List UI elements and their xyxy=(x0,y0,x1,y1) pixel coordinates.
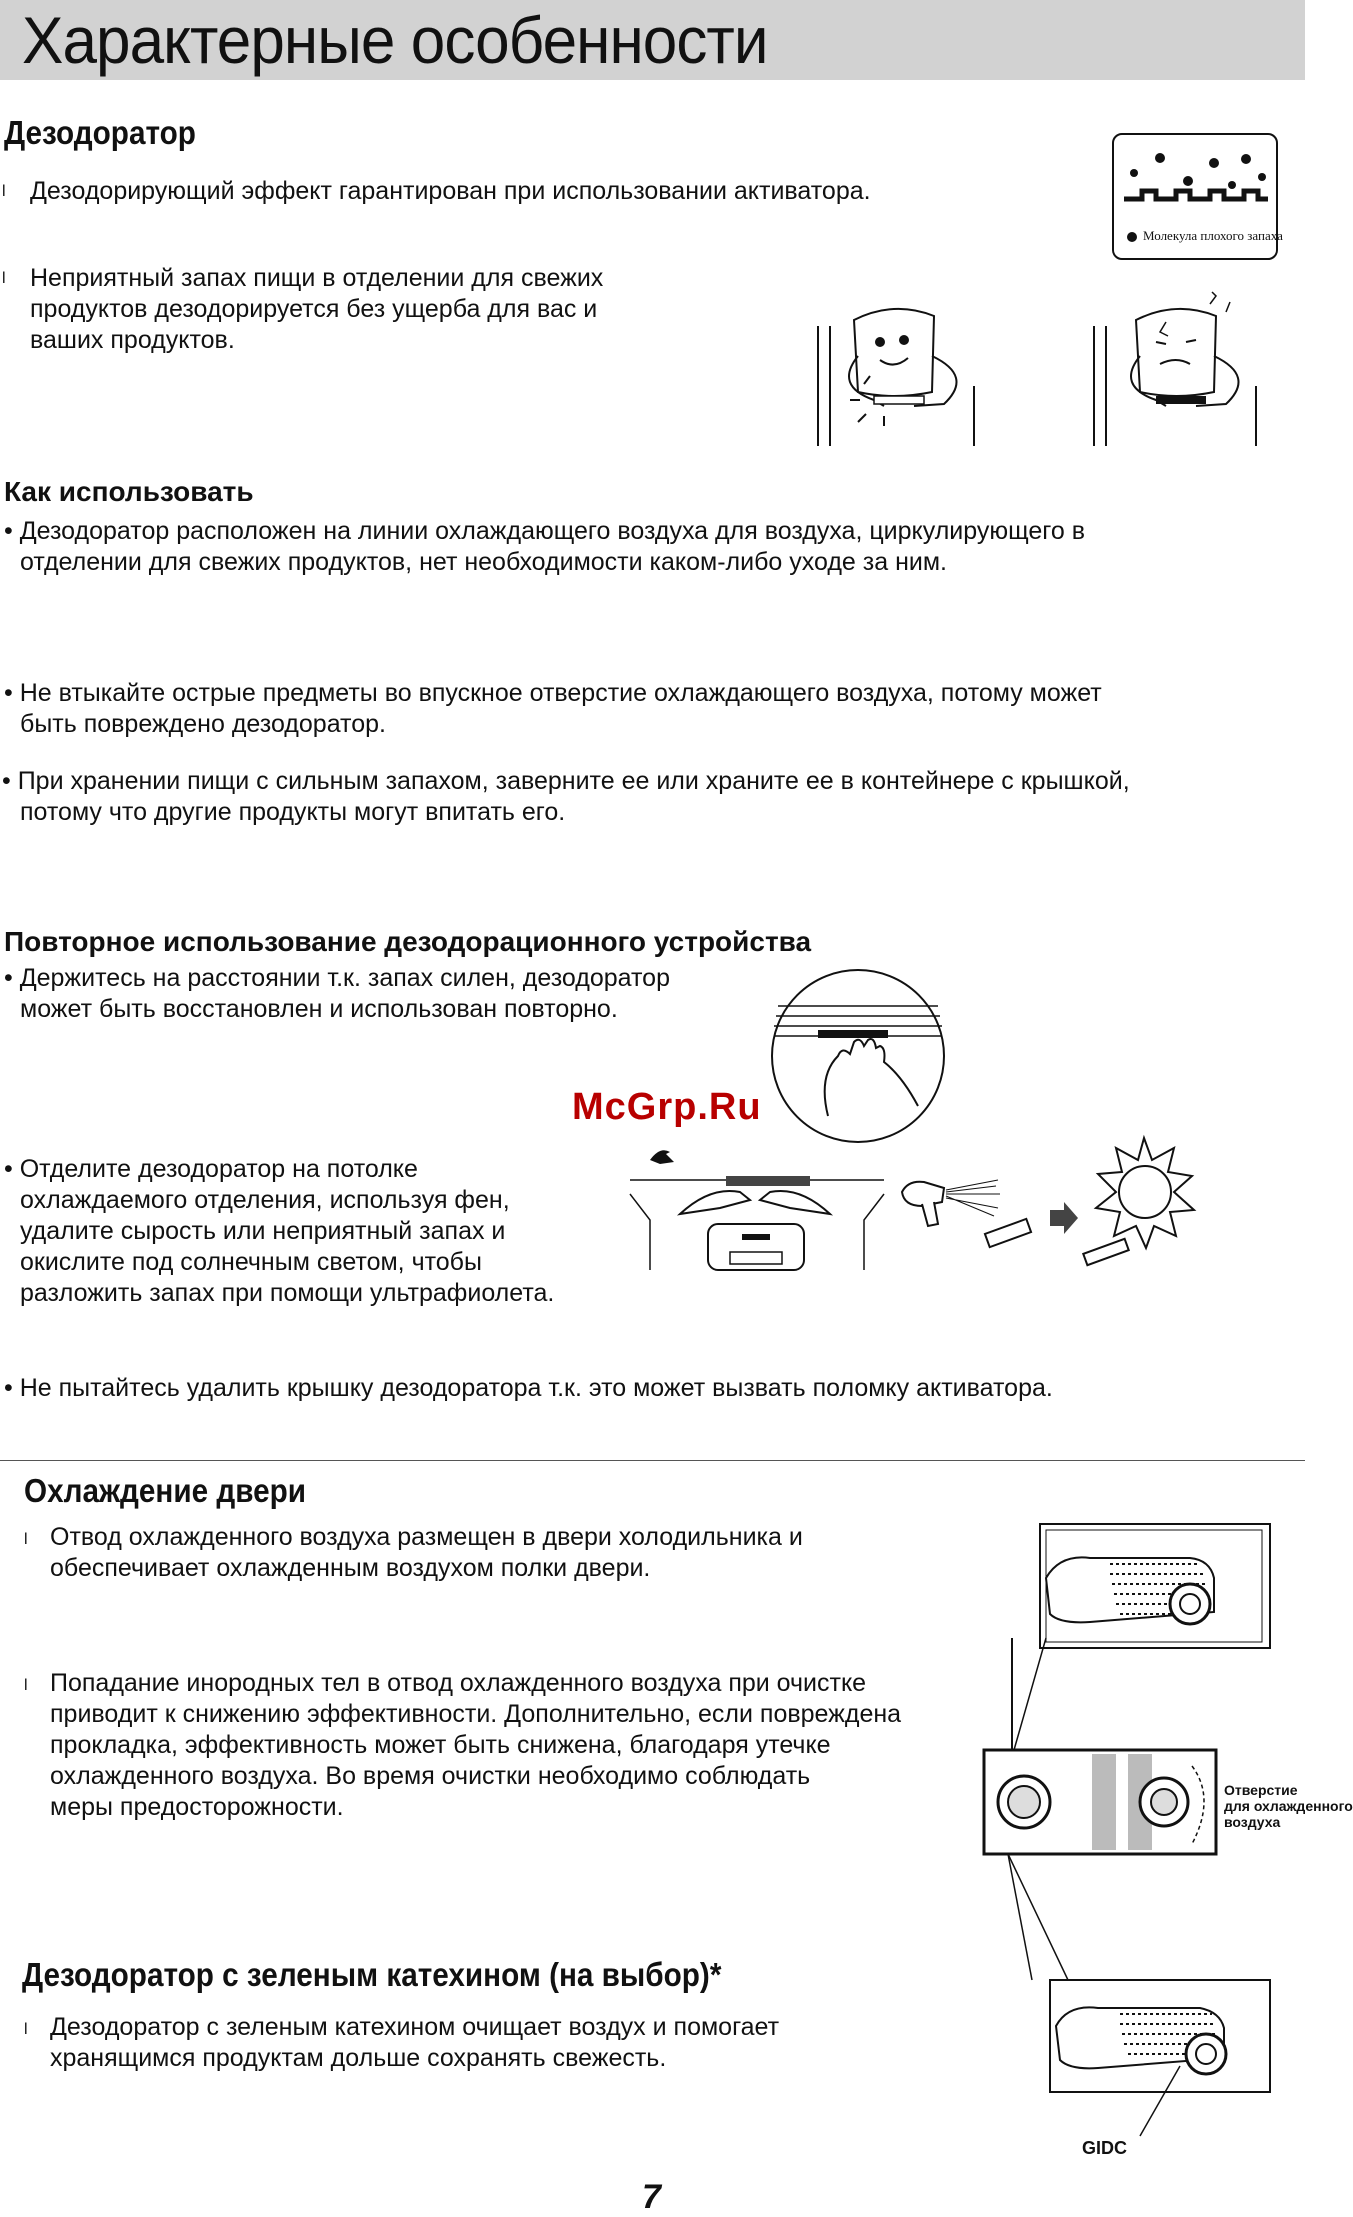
how-to-use-item-2: • Не втыкайте острые предметы во впускное отверстие охлаждающего воздуха, потому может быть повреждено дезодоратор. xyxy=(4,679,1102,738)
odor-molecule-label: Молекула плохого запаха xyxy=(1143,228,1283,243)
section-divider xyxy=(0,1460,1305,1461)
reuse-item-1: • Держитесь на расстоянии т.к. запах силен, дезодоратор может быть восстановлен и использован повторно. xyxy=(4,964,670,1023)
fridge-interior-illustration xyxy=(630,1140,884,1270)
door-cooling-heading: Охлаждение двери xyxy=(24,1472,307,1509)
watermark: McGrp.Ru xyxy=(572,1086,762,1128)
door-vent-illustrations xyxy=(980,1518,1290,2178)
reuse-item-2: • Отделите дезодоратор на потолке охлаждаемого отделения, используя фен, удалите сырость или неприятный запах и окислите под солнечным светом, чтобы разложить запах при помощи ультрафиолета. xyxy=(4,1155,555,1307)
how-to-use-item-1: • Дезодоратор расположен на линии охлаждающего воздуха для воздуха, циркулирующего в отделении для свежих продуктов, нет необходимости каком-либо уходе за ним. xyxy=(4,517,1086,576)
hand-removing-deodorizer-illustration xyxy=(768,966,948,1146)
bullet-mark: l xyxy=(2,270,6,287)
page-title: Характерные особенности xyxy=(22,3,768,77)
fridge-character-happy-illustration xyxy=(814,296,994,448)
reuse-item-3: • Не пытайтесь удалить крышку дезодоратора т.к. это может вызвать поломку активатора. xyxy=(4,1374,1053,1402)
cooled-air-vent-callout: Отверстие для охлажденного воздуха xyxy=(1224,1782,1353,1830)
bullet-mark: l xyxy=(24,2021,28,2038)
how-to-use-item-3: • При хранении пищи с сильным запахом, заверните ее или храните ее в контейнере с крышкой, потому что другие продукты могут впитать его. xyxy=(2,767,1130,826)
bullet-mark: l xyxy=(24,1677,28,1694)
door-cooling-bullet-1: Отвод охлажденного воздуха размещен в двери холодильника и обеспечивает охлажденным воздухом полки двери. xyxy=(50,1523,803,1582)
catechin-bullet: Дезодоратор с зеленым катехином очищает воздух и помогает хранящимся продуктам дольше сохранять свежесть. xyxy=(50,2013,780,2072)
gidc-label: GIDC xyxy=(1082,2138,1127,2158)
reuse-heading: Повторное использование дезодорационного устройства xyxy=(4,926,812,957)
bullet-mark: l xyxy=(24,1531,28,1548)
hair-dryer-and-sun-illustration xyxy=(898,1130,1210,1270)
deodorizer-bullet-2: Неприятный запах пищи в отделении для свежих продуктов дезодорируется без ущерба для вас и ваших продуктов. xyxy=(30,264,604,354)
bullet-mark: l xyxy=(2,183,6,200)
how-to-use-heading: Как использовать xyxy=(4,476,254,507)
deodorizer-bullet-1: Дезодорирующий эффект гарантирован при использовании активатора. xyxy=(30,177,871,205)
door-cooling-bullet-2: Попадание инородных тел в отвод охлажденного воздуха при очистке приводит к снижению эффективности. Дополнительно, если повреждена прокладка, эффективность может быть снижена, благодаря утечке охлажденного воздуха. Во время очистки необходимо соблюдать меры предосторожности. xyxy=(50,1669,902,1821)
deodorizer-heading: Дезодоратор xyxy=(4,114,196,151)
page-number: 7 xyxy=(642,2178,661,2216)
fridge-character-odor-illustration xyxy=(1090,292,1290,448)
catechin-heading: Дезодоратор с зеленым катехином (на выбор)* xyxy=(22,1956,722,1993)
